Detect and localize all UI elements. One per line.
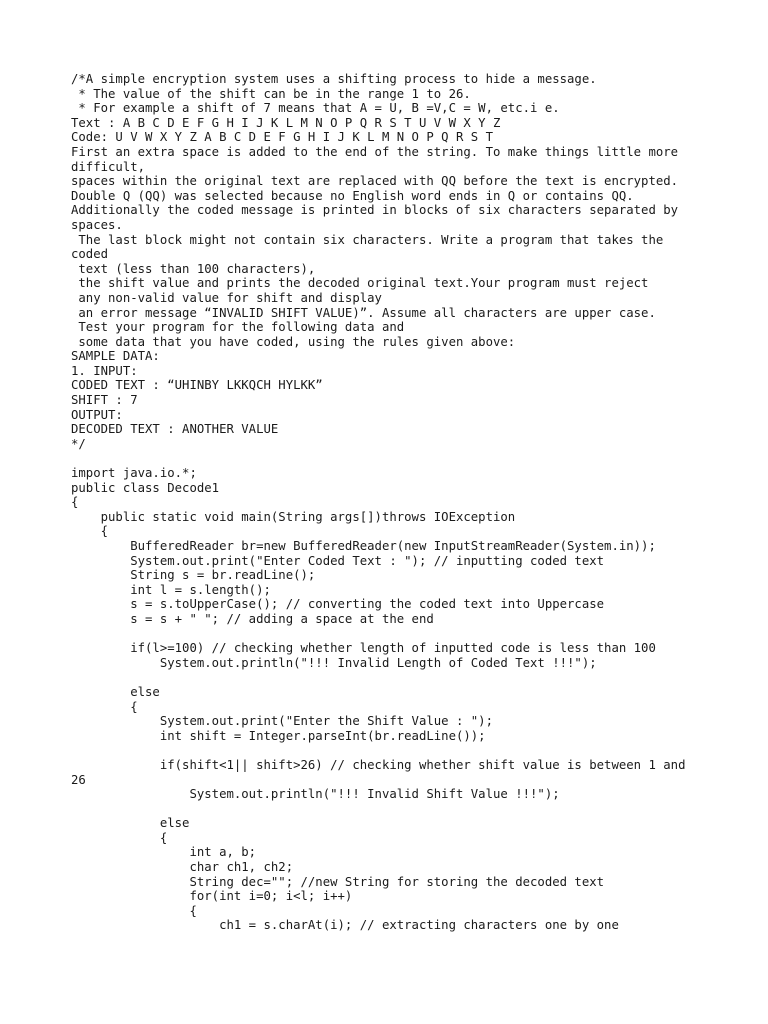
text-line: coded [71,247,109,262]
text-line: OUTPUT: [71,407,123,422]
text-line: spaces within the original text are replaced with QQ before the text is encrypted. [71,174,679,189]
text-line: import java.io.*; [71,466,197,481]
text-line: int a, b; [71,845,257,860]
text-line: /*A simple encryption system uses a shifting process to hide a message. [71,72,597,86]
text-line: SHIFT : 7 [71,393,138,408]
text-line: ch1 = s.charAt(i); // extracting characters one by one [71,918,619,933]
text-line: System.out.print("Enter Coded Text : "); // inputting coded text [71,553,605,568]
text-line: { [71,903,197,918]
text-line: public static void main(String args[])throws IOException [71,509,516,524]
text-line: * The value of the shift can be in the range 1 to 26. [71,86,471,101]
text-line: char ch1, ch2; [71,860,294,875]
text-line: for(int i=0; i<l; i++) [71,889,353,904]
text-line: System.out.println("!!! Invalid Shift Value !!!"); [71,787,560,802]
text-line: Text : A B C D E F G H I J K L M N O P Q R S T U V W X Y Z [71,115,501,130]
text-line [71,670,741,685]
text-line: Additionally the coded message is printed in blocks of six characters separated by [71,203,679,218]
text-line: Code: U V W X Y Z A B C D E F G H I J K L M N O P Q R S T [71,130,493,145]
text-line: 1. INPUT: [71,363,138,378]
text-line [71,743,741,758]
text-line: the shift value and prints the decoded original text.Your program must reject [71,276,649,291]
text-line: */ [71,436,86,451]
document-page [71,72,741,933]
text-line: difficult, [71,159,146,174]
text-line: else [71,684,160,699]
text-line: else [71,816,190,831]
text-line: { [71,524,109,539]
text-line: * For example a shift of 7 means that A = U, B =V,C = W, etc.i e. [71,101,560,116]
text-line: public class Decode1 [71,480,220,495]
text-line: text (less than 100 characters), [71,261,316,276]
text-line: s = s + " "; // adding a space at the end [71,611,434,626]
text-line: spaces. [71,217,123,232]
text-line: System.out.print("Enter the Shift Value : "); [71,714,493,729]
text-line: First an extra space is added to the end of the string. To make things little more [71,144,679,159]
text-line: { [71,495,79,510]
text-line: if(l>=100) // checking whether length of inputted code is less than 100 [71,641,656,656]
text-line: any non-valid value for shift and display [71,290,382,305]
text-line: { [71,699,138,714]
text-line: CODED TEXT : “UHINBY LKKQCH HYLKK” [71,378,323,393]
text-line: if(shift<1|| shift>26) // checking whether shift value is between 1 and [71,757,686,772]
text-line: Test your program for the following data and [71,320,405,335]
text-line: BufferedReader br=new BufferedReader(new InputStreamReader(System.in)); [71,539,656,553]
text-line: SAMPLE DATA: [71,349,160,364]
text-line: s = s.toUpperCase(); // converting the coded text into Uppercase [71,597,605,612]
text-line: The last block might not contain six characters. Write a program that takes the [71,232,664,247]
text-line: int shift = Integer.parseInt(br.readLine()); [71,728,486,743]
text-line [71,802,741,817]
text-line: String s = br.readLine(); [71,568,316,583]
text-line [71,451,741,466]
text-line: System.out.println("!!! Invalid Length of Coded Text !!!"); [71,655,597,670]
text-line [71,627,741,642]
text-line: 26 [71,772,86,787]
text-line: Double Q (QQ) was selected because no English word ends in Q or contains QQ. [71,188,634,203]
text-line: an error message “INVALID SHIFT VALUE)”. Assume all characters are upper case. [71,305,656,320]
text-line: String dec=""; //new String for storing the decoded text [71,874,605,889]
text-line: int l = s.length(); [71,582,271,597]
text-line: DECODED TEXT : ANOTHER VALUE [71,422,279,437]
text-line: { [71,830,168,845]
text-line: some data that you have coded, using the rules given above: [71,334,516,349]
